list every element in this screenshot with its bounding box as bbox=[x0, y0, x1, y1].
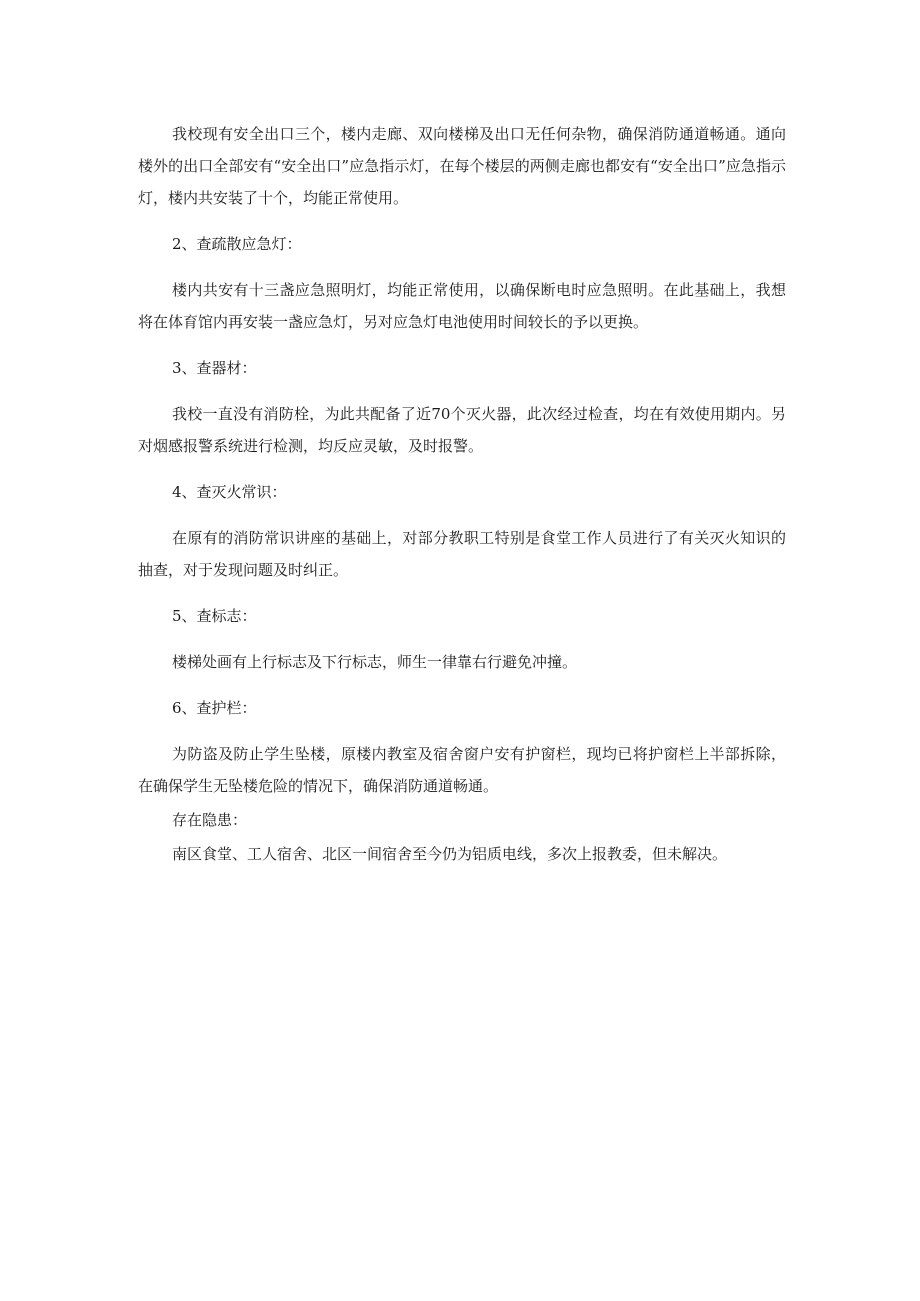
heading-fire-knowledge: 4、查灭火常识： bbox=[172, 483, 287, 501]
heading-signs: 5、查标志： bbox=[172, 607, 257, 625]
paragraph-signs: 楼梯处画有上行标志及下行标志，师生一律靠右行避免冲撞。 bbox=[172, 653, 578, 671]
heading-emergency-lights: 2、查疏散应急灯： bbox=[172, 235, 302, 253]
heading-equipment: 3、查器材： bbox=[172, 359, 257, 377]
paragraph-fire-knowledge: 在原有的消防常识讲座的基础上，对部分教职工特别是食堂工作人员进行了有关灭火知识的抽查，对于发现问题及时纠正。 bbox=[138, 529, 786, 579]
paragraph-exits: 我校现有安全出口三个，楼内走廊、双向楼梯及出口无任何杂物，确保消防通道畅通。通向楼外的出口全部安有“安全出口”应急指示灯，在每个楼层的两侧走廊也都安有“安全出口”应急指示灯，楼内共安装了十个，均能正常使用。 bbox=[138, 125, 786, 207]
document-body bbox=[138, 118, 786, 870]
heading-railings: 6、查护栏： bbox=[172, 699, 257, 717]
paragraph-equipment: 我校一直没有消防栓，为此共配备了近70个灭火器，此次经过检查，均在有效使用期内。另对烟感报警系统进行检测，均反应灵敏，及时报警。 bbox=[138, 405, 786, 455]
paragraph-emergency-lights: 楼内共安有十三盏应急照明灯，均能正常使用，以确保断电时应急照明。在此基础上，我想将在体育馆内再安装一盏应急灯，另对应急灯电池使用时间较长的予以更换。 bbox=[138, 281, 786, 331]
paragraph-hidden-dangers: 南区食堂、工人宿舍、北区一间宿舍至今仍为铝质电线，多次上报教委，但未解决。 bbox=[172, 845, 728, 863]
heading-hidden-dangers: 存在隐患： bbox=[172, 811, 248, 829]
paragraph-railings: 为防盗及防止学生坠楼，原楼内教室及宿舍窗户安有护窗栏，现均已将护窗栏上半部拆除，在确保学生无坠楼危险的情况下，确保消防通道畅通。 bbox=[138, 745, 786, 795]
